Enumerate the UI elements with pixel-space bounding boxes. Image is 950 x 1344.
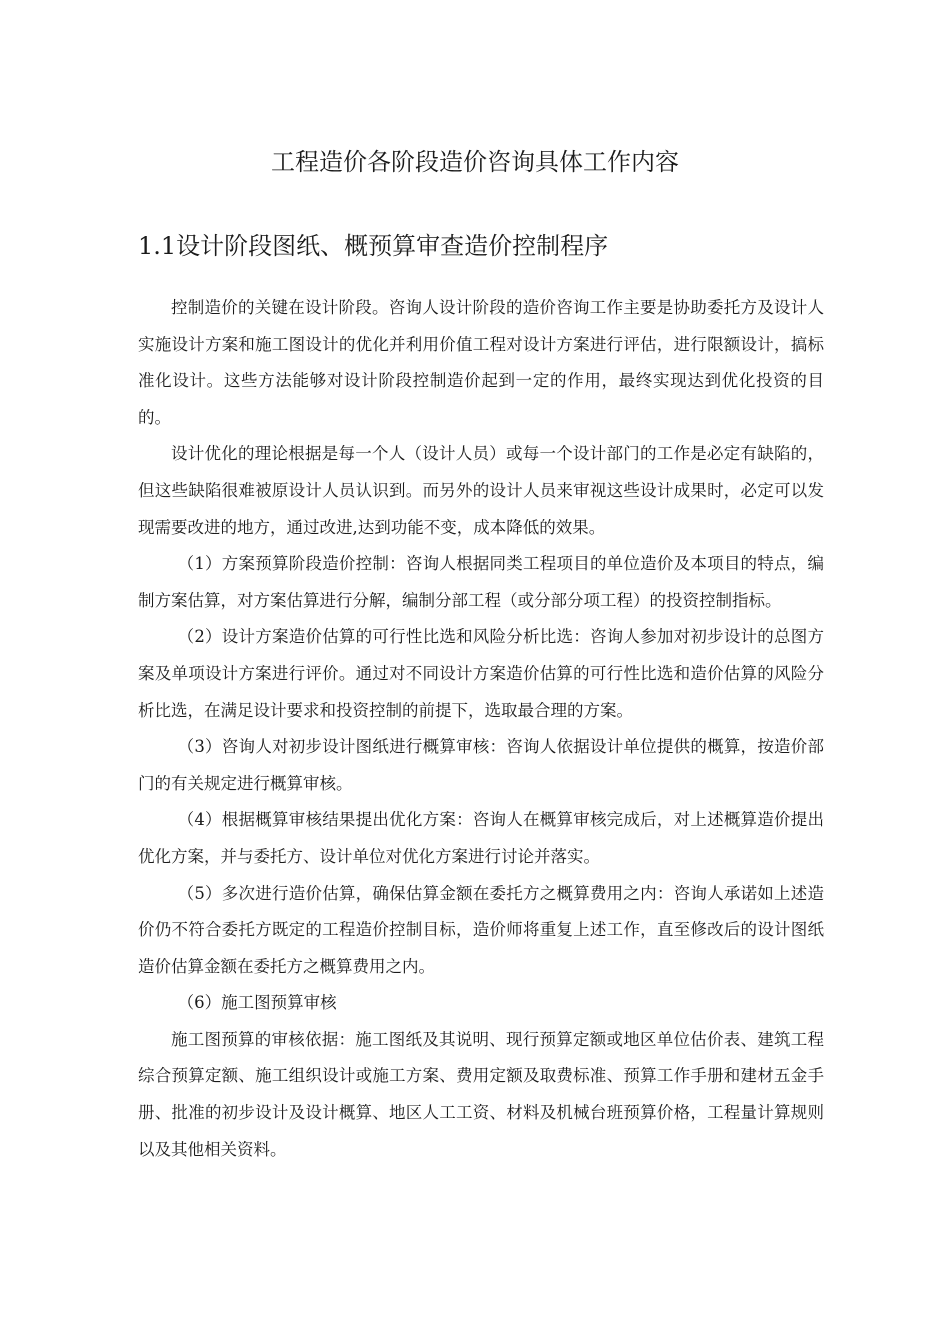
paragraph-item-4: （4）根据概算审核结果提出优化方案：咨询人在概算审核完成后，对上述概算造价提出优化方案，并与委托方、设计单位对优化方案进行讨论并落实。	[138, 810, 824, 866]
document-body	[138, 290, 824, 1168]
paragraph-item-5: （5）多次进行造价估算，确保估算金额在委托方之概算费用之内：咨询人承诺如上述造价仍不符合委托方既定的工程造价控制目标，造价师将重复上述工作，直至修改后的设计图纸造价估算金额在委托方之概算费用之内。	[138, 883, 824, 976]
document-title: 工程造价各阶段造价咨询具体工作内容	[271, 148, 679, 176]
paragraph-item-2: （2）设计方案造价估算的可行性比选和风险分析比选：咨询人参加对初步设计的总图方案及单项设计方案进行评价。通过对不同设计方案造价估算的可行性比选和造价估算的风险分析比选，在满足设计要求和投资控制的前提下，选取最合理的方案。	[138, 627, 824, 720]
paragraph-item-6: （6）施工图预算审核	[177, 993, 337, 1013]
paragraph-item-3: （3）咨询人对初步设计图纸进行概算审核：咨询人依据设计单位提供的概算，按造价部门的有关规定进行概算审核。	[138, 737, 824, 793]
paragraph-review-basis: 施工图预算的审核依据：施工图纸及其说明、现行预算定额或地区单位估价表、建筑工程综合预算定额、施工组织设计或施工方案、费用定额及取费标准、预算工作手册和建材五金手册、批准的初步设计及设计概算、地区人工工资、材料及机械台班预算价格，工程量计算规则以及其他相关资料。	[138, 1029, 824, 1159]
paragraph-design-optimization: 设计优化的理论根据是每一个人（设计人员）或每一个设计部门的工作是必定有缺陷的，但这些缺陷很难被原设计人员认识到。而另外的设计人员来审视这些设计成果时，必定可以发现需要改进的地方，通过改进,达到功能不变，成本降低的效果。	[138, 444, 824, 537]
paragraph-item-1: （1）方案预算阶段造价控制：咨询人根据同类工程项目的单位造价及本项目的特点，编制方案估算，对方案估算进行分解，编制分部工程（或分部分项工程）的投资控制指标。	[138, 554, 824, 610]
section-heading: 1.1设计阶段图纸、概预算审查造价控制程序	[138, 232, 609, 260]
paragraph-intro: 控制造价的关键在设计阶段。咨询人设计阶段的造价咨询工作主要是协助委托方及设计人实施设计方案和施工图设计的优化并利用价值工程对设计方案进行评估，进行限额设计，搞标准化设计。这些方法能够对设计阶段控制造价起到一定的作用，最终实现达到优化投资的目的。	[138, 298, 824, 427]
